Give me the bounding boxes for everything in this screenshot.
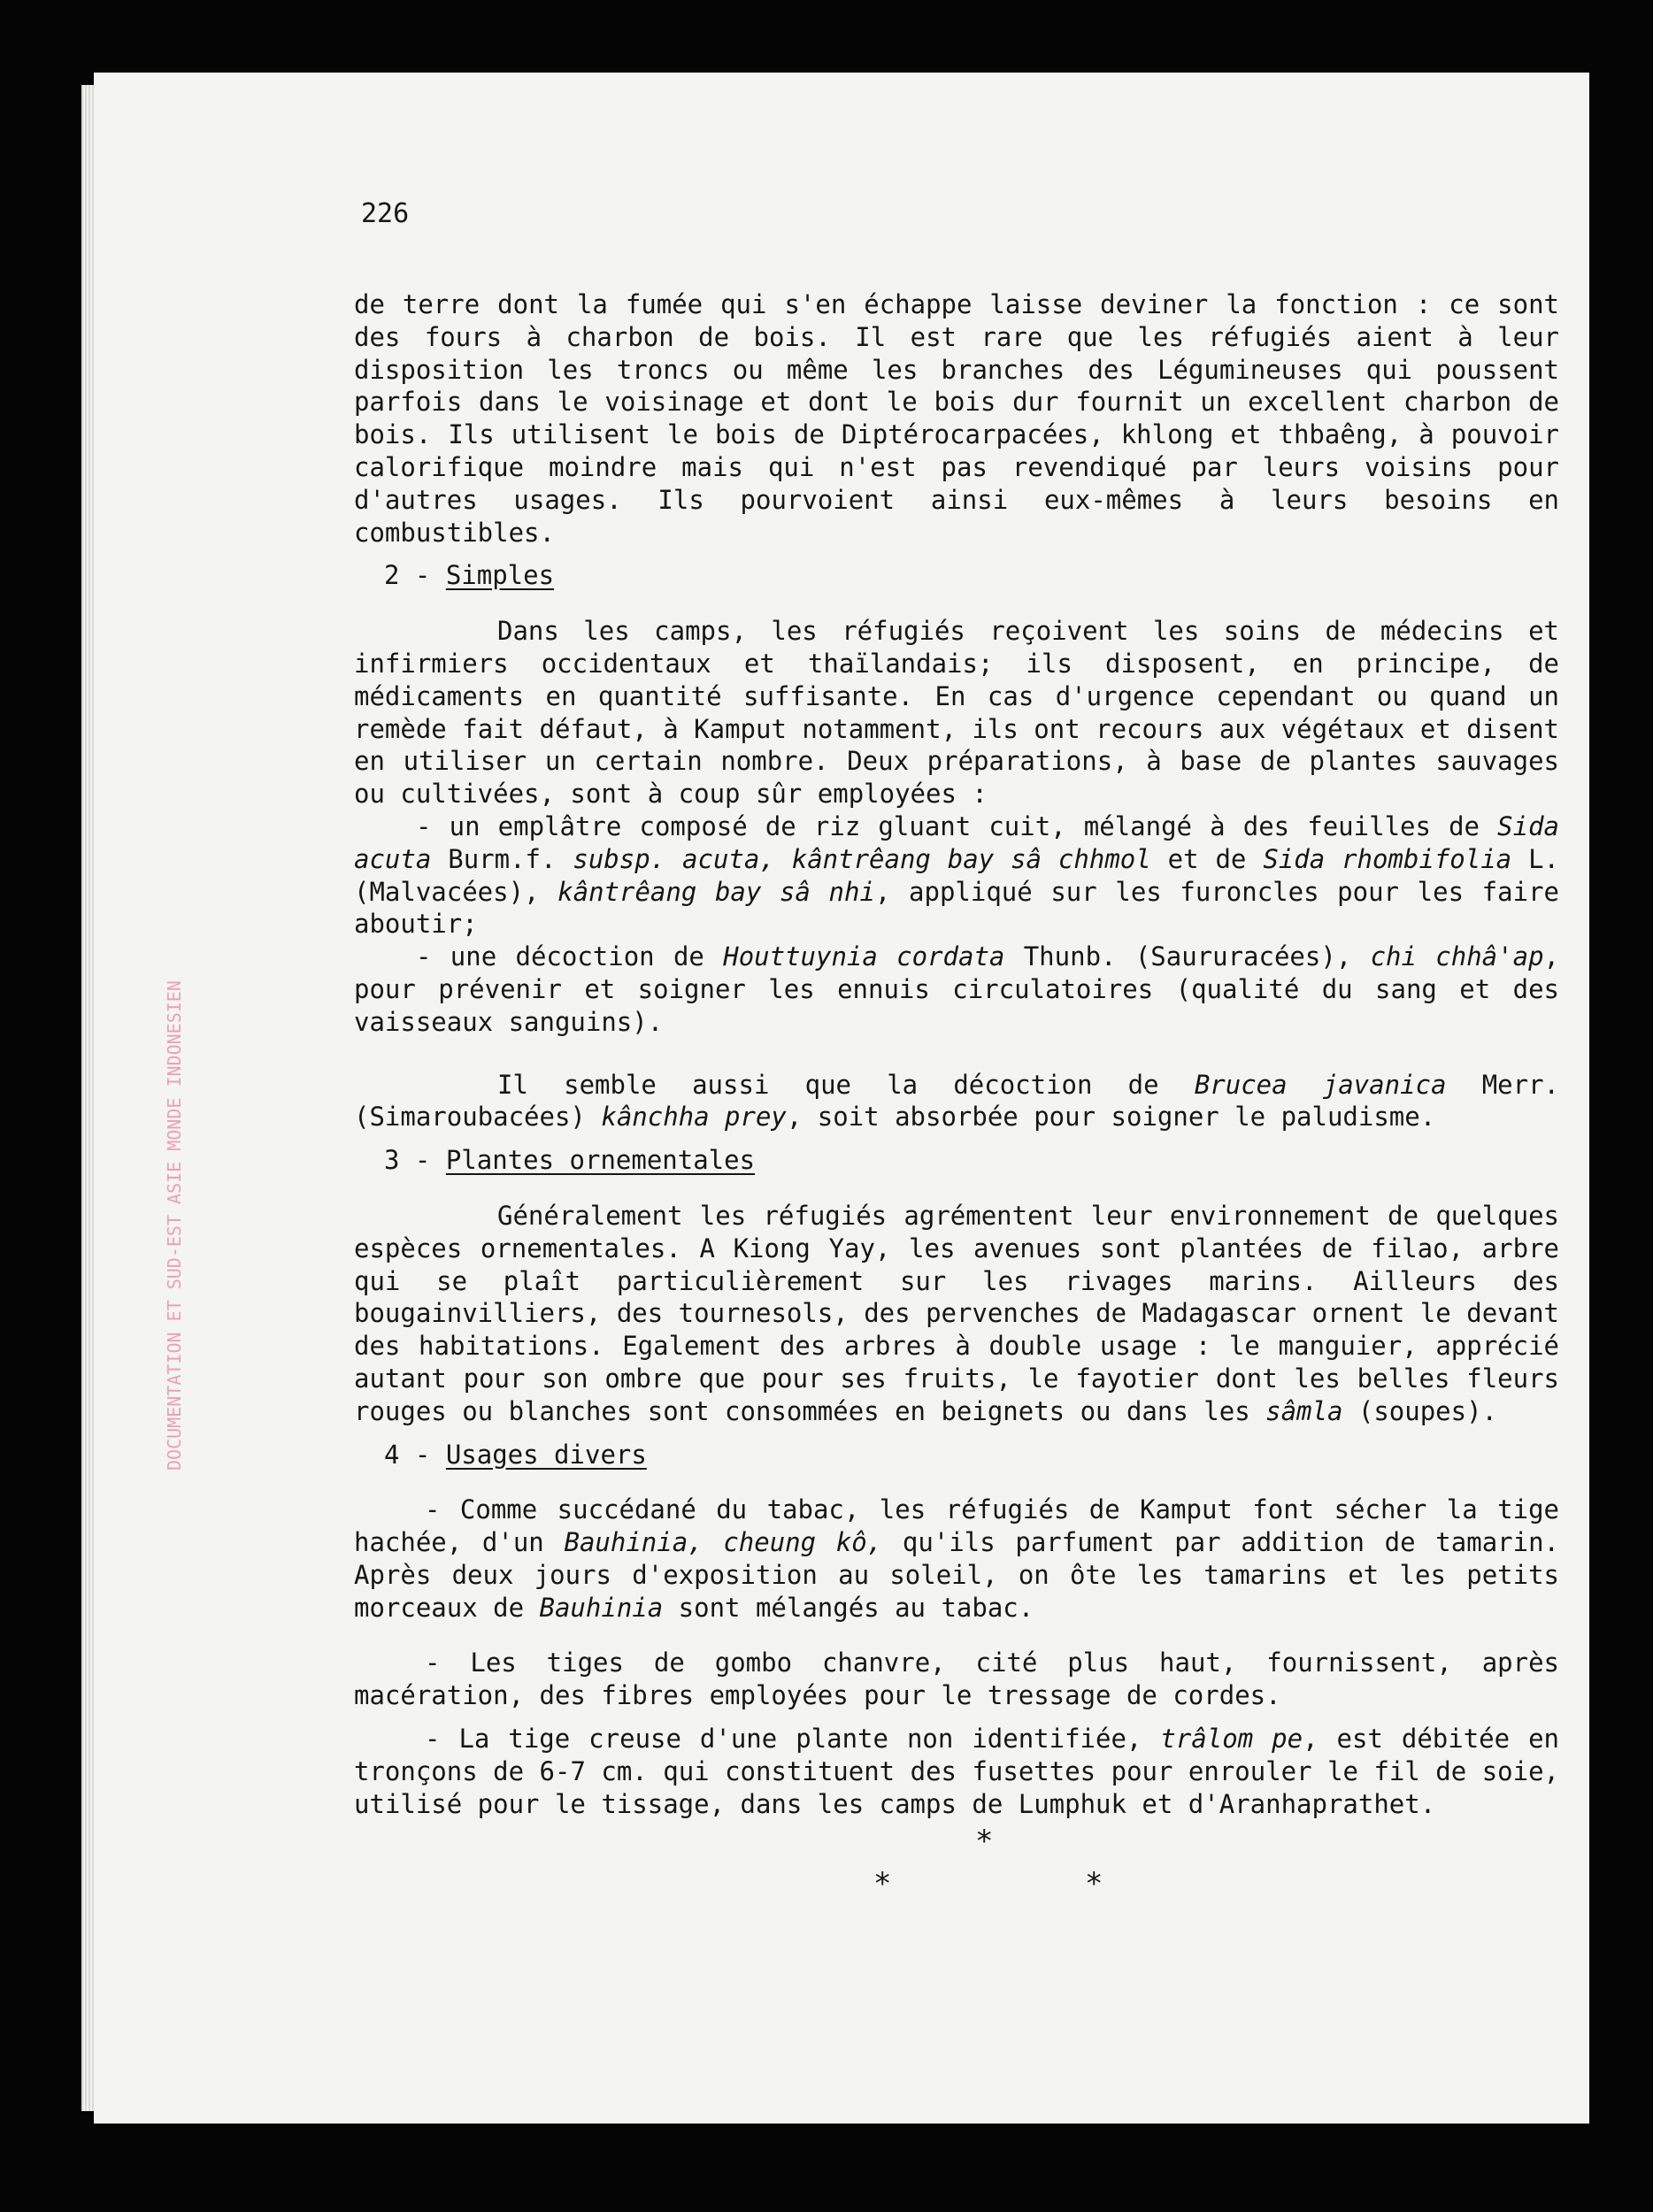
- paragraph-fusettes: - La tige creuse d'une plante non identifiée, trâlom pe, est débitée en tronçons de 6-7 cm. qui constituent des fusettes pour enrouler le fil de soie, utilisé pour le tissage, dans les camps de Lumphuk et d'Aranhaprathet.: [354, 1724, 1560, 1819]
- paragraph-charcoal: de terre dont la fumée qui s'en échappe laisse deviner la fonction : ce sont des fours à charbon de bois. Il est rare que les réfugiés aient à leur disposition les troncs ou même les branches des Légumineuses qui poussent parfois dans le voisinage et dont le bois dur fournit un excellent charbon de bois. Ils utilisent le bois de Diptérocarpacées, khlong et thbaêng, à pouvoir calorifique moindre mais qui n'est pas revendiqué par leurs voisins pour d'autres usages. Ils pourvoient ainsi eux-mêmes à leurs besoins en combustibles.: [354, 289, 1559, 548]
- paragraph-simples: Dans les camps, les réfugiés reçoivent les soins de médecins et infirmiers occidentaux et thaïlandais; ils disposent, en principe, de médicaments en quantité suffisante. En cas d'urgence cependant ou quand un remède fait défaut, à Kamput notamment, ils ont recours aux végétaux et disent en utiliser un certain nombre. Deux préparations, à base de plantes sauvages ou cultivées, sont à coup sûr employées :: [354, 616, 1559, 810]
- paragraph-tabac: - Comme succédané du tabac, les réfugiés de Kamput font sécher la tige hachée, d'un Bauhinia, cheung kô, qu'ils parfument par addition de tamarin. Après deux jours d'exposition au soleil, on ôte les tamarins et les petits morceaux de Bauhinia sont mélangés au tabac.: [354, 1494, 1559, 1623]
- section-number: 2 -: [384, 560, 446, 591]
- asterisk-top: *: [975, 1824, 994, 1860]
- book-page: [94, 73, 1589, 2124]
- section-title: Plantes ornementales: [445, 1145, 756, 1176]
- asterisk-left: *: [873, 1866, 892, 1902]
- section-number: 4 -: [384, 1439, 446, 1470]
- section-heading-usages-divers: [384, 1439, 1559, 1471]
- library-stamp: DOCUMENTATION ET SUD-EST ASIE MONDE INDONESIEN: [164, 980, 185, 1471]
- page-body: [354, 288, 1559, 1917]
- section-heading-simples: [384, 559, 1559, 592]
- paragraph-cordes: - Les tiges de gombo chanvre, cité plus haut, fournissent, après macération, des fibres employées pour le tressage de cordes.: [354, 1647, 1559, 1711]
- paragraph-paludisme: Il semble aussi que la décoction de Brucea javanica Merr. (Simaroubacées) kânchha prey, soit absorbée pour soigner le paludisme.: [354, 1069, 1559, 1133]
- end-asterisks: [354, 1820, 1559, 1917]
- section-title: Simples: [445, 560, 555, 591]
- list-item-emplatre: - un emplâtre composé de riz gluant cuit, mélangé à des feuilles de Sida acuta Burm.f. subsp. acuta, kântrêang bay sâ chhmol et de Sida rhombifolia L. (Malvacées), kântrêang bay sâ nhi, appliqué sur les furoncles pour les faire aboutir;: [354, 810, 1559, 940]
- page-number: 226: [361, 198, 410, 229]
- paragraph-ornementales: Généralement les réfugiés agrémentent leur environnement de quelques espèces ornementales. A Kiong Yay, les avenues sont plantées de filao, arbre qui se plaît particulièrement sur les rivages marins. Ailleurs des bougainvilliers, des tournesols, des pervenches de Madagascar ornent le devant des habitations. Egalement des arbres à double usage : le manguier, apprécié autant pour son ombre que pour ses fruits, le fayotier dont les belles fleurs rouges ou blanches sont consommées en beignets ou dans les sâmla (soupes).: [354, 1200, 1559, 1426]
- asterisk-right: *: [1085, 1866, 1103, 1902]
- list-item-decoction: - une décoction de Houttuynia cordata Thunb. (Saururacées), chi chhâ'ap, pour prévenir et soigner les ennuis circulatoires (qualité du sang et des vaisseaux sanguins).: [354, 941, 1559, 1037]
- section-number: 3 -: [384, 1145, 446, 1176]
- section-title: Usages divers: [445, 1439, 647, 1470]
- section-heading-plantes-ornementales: [384, 1144, 1559, 1177]
